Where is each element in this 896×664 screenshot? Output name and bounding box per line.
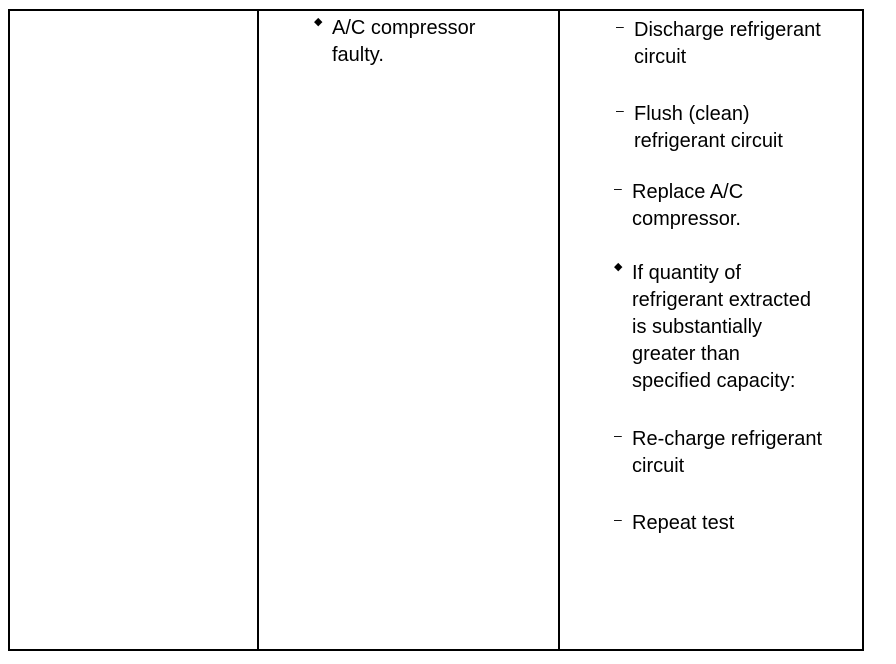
step-text-line: Discharge refrigerant bbox=[634, 19, 821, 41]
column-1-cell bbox=[10, 11, 257, 649]
dash-marker: – bbox=[614, 427, 622, 443]
bullet-marker: ◆ bbox=[314, 16, 323, 28]
bullet-marker: ◆ bbox=[614, 261, 623, 273]
condition-text-line: greater than bbox=[632, 343, 740, 365]
cause-text-line: faulty. bbox=[332, 44, 384, 66]
column-3-cell bbox=[560, 11, 864, 649]
step-text-line: refrigerant circuit bbox=[634, 130, 783, 152]
condition-text-line: refrigerant extracted bbox=[632, 289, 811, 311]
step-text-line: Replace A/C bbox=[632, 181, 744, 203]
column-2-cell bbox=[259, 11, 558, 649]
dash-marker: – bbox=[616, 18, 624, 34]
dash-marker: – bbox=[614, 511, 622, 527]
dash-marker: – bbox=[616, 102, 624, 118]
step-text-line: circuit bbox=[632, 455, 685, 477]
step-text-line: circuit bbox=[634, 46, 687, 68]
condition-text-line: is substantially bbox=[632, 316, 763, 338]
step-text-line: Flush (clean) bbox=[634, 103, 750, 125]
procedure-table bbox=[8, 9, 864, 651]
condition-text-line: If quantity of bbox=[632, 262, 741, 284]
step-text-line: Repeat test bbox=[632, 512, 735, 534]
dash-marker: – bbox=[614, 180, 622, 196]
condition-text-line: specified capacity: bbox=[632, 370, 796, 392]
step-text-line: compressor. bbox=[632, 208, 741, 230]
cause-text-line: A/C compressor bbox=[332, 17, 476, 39]
step-text-line: Re-charge refrigerant bbox=[632, 428, 823, 450]
